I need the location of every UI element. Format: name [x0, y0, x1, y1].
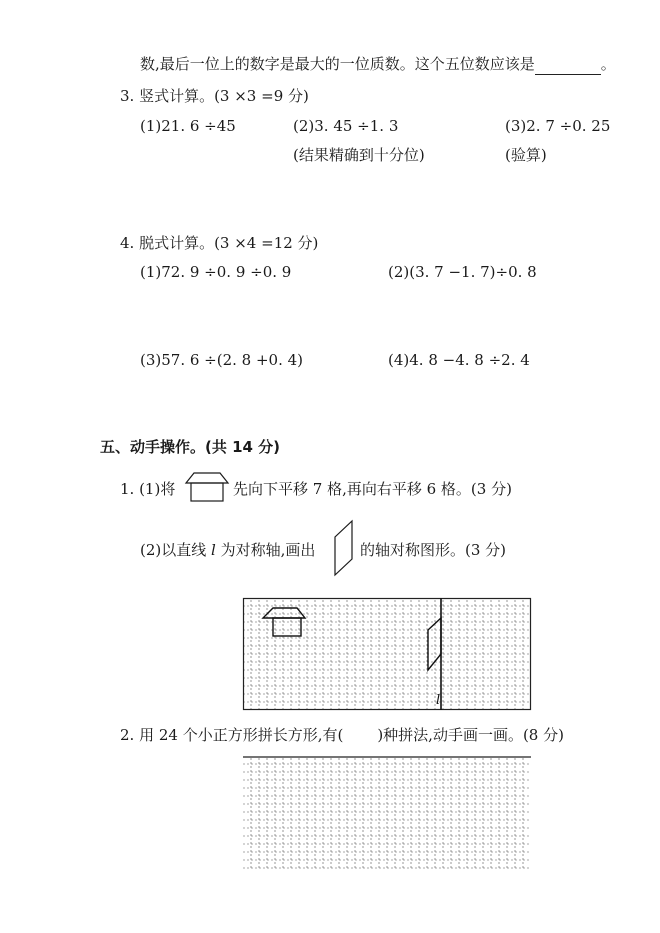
- q3-title: 3. 竖式计算。(3 ×3 =9 分): [120, 87, 309, 105]
- q3-item-2-note: (结果精确到十分位): [293, 146, 425, 164]
- top-line: [140, 54, 616, 75]
- p1-part1-suffix: 先向下平移 7 格,再向右平移 6 格。(3 分): [233, 480, 512, 498]
- grid-lines: [243, 600, 531, 710]
- q3-item-2: (2)3. 45 ÷1. 3: [293, 117, 399, 135]
- answer-blank[interactable]: [535, 54, 601, 75]
- section5-title: 五、动手操作。(共 14 分): [100, 438, 281, 456]
- q4-item-4: (4)4. 8 −4. 8 ÷2. 4: [388, 351, 530, 369]
- p2-text-prefix: 2. 用 24 个小正方形拼长方形,有(: [120, 726, 344, 744]
- p1-part2-text: [140, 540, 315, 560]
- q4-item-2: (2)(3. 7 −1. 7)÷0. 8: [388, 263, 537, 281]
- p1-part2-mid: 为对称轴,画出: [220, 541, 316, 559]
- q4-title: 4. 脱式计算。(3 ×4 =12 分): [120, 234, 319, 252]
- q4-item-3: (3)57. 6 ÷(2. 8 +0. 4): [140, 351, 304, 369]
- q3-item-3: (3)2. 7 ÷0. 25: [505, 117, 611, 135]
- p2-text: [120, 725, 564, 745]
- p1-part1-prefix: 1. (1)将: [120, 480, 176, 498]
- rectangle-drawing-grid[interactable]: [243, 756, 531, 870]
- grid-house-body: [273, 618, 301, 636]
- top-line-end: 。: [600, 55, 616, 73]
- house-shape-icon: [184, 471, 230, 505]
- p1-part2-var: l: [211, 541, 216, 559]
- p1-part2-prefix: (2)以直线: [140, 541, 207, 559]
- q3-item-1: (1)21. 6 ÷45: [140, 117, 236, 135]
- parallelogram-shape-icon: [332, 519, 356, 577]
- dotted-grid-lines: [243, 758, 531, 870]
- p1-part2-suffix: 的轴对称图形。(3 分): [360, 541, 507, 559]
- p2-text-suffix: )种拼法,动手画一画。(8 分): [377, 726, 564, 744]
- axis-label: l: [436, 693, 441, 708]
- p2-answer-blank[interactable]: [343, 725, 377, 745]
- top-line-text: 数,最后一位上的数字是最大的一位质数。这个五位数应该是: [140, 55, 535, 73]
- q4-item-1: (1)72. 9 ÷0. 9 ÷0. 9: [140, 263, 292, 281]
- q3-item-3-note: (验算): [505, 146, 547, 164]
- translation-grid[interactable]: [243, 598, 531, 710]
